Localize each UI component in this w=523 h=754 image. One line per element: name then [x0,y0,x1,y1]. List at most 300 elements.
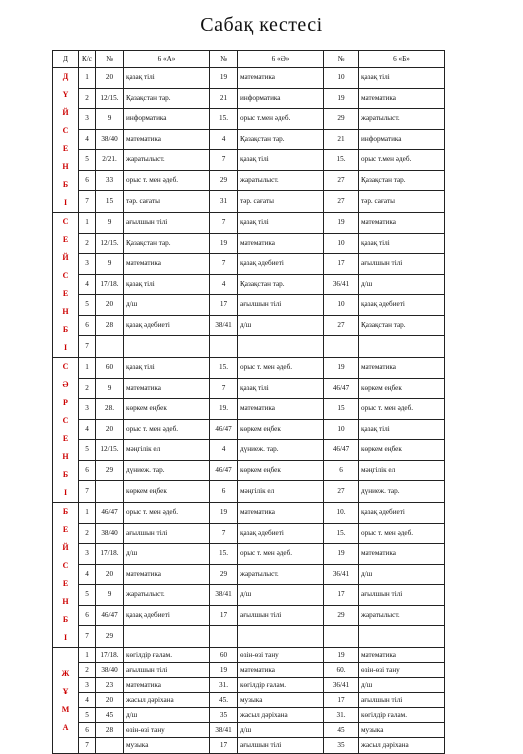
subject-6a: қазақ тілі [124,274,210,295]
room-6b: 27 [324,315,359,336]
subject-6a: орыс т. мен әдеб. [124,419,210,440]
subject-6b: мәңгілік ел [359,460,445,481]
lesson-number: 1 [79,648,96,663]
table-row [53,315,445,336]
subject-6a: тәр. сағаты [124,191,210,213]
subject-6b: Қазақстан тар. [359,170,445,191]
subject-6b: көркем еңбек [359,440,445,461]
room-6b: 60. [324,663,359,678]
room-6b: 17 [324,254,359,275]
room-6ae: 29 [210,170,238,191]
room-6b: 17 [324,693,359,708]
lesson-number: 2 [79,378,96,399]
page-title: Сабақ кестесі [200,14,323,36]
room-6ae: 31 [210,191,238,213]
room-6a: 38/40 [96,523,124,544]
room-6a: 9 [96,213,124,234]
day-letter: Й [62,108,69,117]
room-6a: 12/15. [96,440,124,461]
subject-6a [124,336,210,358]
subject-6a: Қазақстан тар. [124,88,210,109]
table-row [53,233,445,254]
room-6b: 19 [324,648,359,663]
room-6b: 21 [324,129,359,150]
subject-6b: д/ш [359,678,445,693]
day-label [53,213,79,358]
room-6ae: 38/41 [210,315,238,336]
lesson-number: 2 [79,88,96,109]
subject-6ae: математика [238,68,324,89]
subject-6b: математика [359,544,445,565]
header-class-6b: 6 «Б» [359,51,445,68]
subject-6ae: орыс т. мен әдеб. [238,358,324,379]
subject-6ae: информатика [238,88,324,109]
room-6b: 36/41 [324,678,359,693]
header-room-ae: № [210,51,238,68]
subject-6ae [238,336,324,358]
lesson-number: 3 [79,254,96,275]
room-6a: 60 [96,358,124,379]
room-6ae: 46/47 [210,419,238,440]
room-6a: 33 [96,170,124,191]
table-row [53,564,445,585]
room-6b: 6 [324,460,359,481]
subject-6ae: ағылшын тілі [238,605,324,626]
room-6a: 9 [96,585,124,606]
lesson-number: 3 [79,109,96,130]
room-6ae: 6 [210,481,238,503]
room-6b [324,626,359,648]
subject-6a: ағылшын тілі [124,213,210,234]
subject-6ae [238,626,324,648]
subject-6a: жаратылыст. [124,585,210,606]
room-6ae: 45. [210,693,238,708]
subject-6ae: Қазақстан тар. [238,274,324,295]
lesson-number: 4 [79,693,96,708]
table-row [53,419,445,440]
day-letter: Б [62,180,69,189]
table-row [53,523,445,544]
lesson-number: 5 [79,585,96,606]
subject-6b: математика [359,648,445,663]
lesson-number: 5 [79,708,96,723]
room-6ae: 19 [210,663,238,678]
subject-6b: жаратылыст. [359,109,445,130]
header-room-b: № [324,51,359,68]
day-letter: Е [62,235,69,244]
subject-6a: орыс т. мен әдеб. [124,503,210,524]
room-6b: 15 [324,399,359,420]
subject-6ae: ағылшын тілі [238,738,324,754]
table-row [53,170,445,191]
room-6a: 28 [96,315,124,336]
room-6b: 36/41 [324,274,359,295]
lesson-number: 1 [79,68,96,89]
subject-6b: музыка [359,723,445,738]
table-row [53,708,445,723]
day-label [53,68,79,213]
subject-6b: қазақ тілі [359,419,445,440]
subject-6ae: көркем еңбек [238,419,324,440]
room-6a: 28 [96,723,124,738]
lesson-number: 5 [79,295,96,316]
room-6a: 38/40 [96,663,124,678]
subject-6b: көгілдір ғалам. [359,708,445,723]
room-6b: 46/47 [324,378,359,399]
subject-6b [359,626,445,648]
table-row [53,648,445,663]
lesson-number: 5 [79,150,96,171]
room-6ae: 29 [210,564,238,585]
room-6b: 10. [324,503,359,524]
subject-6a: қазақ әдебиеті [124,315,210,336]
subject-6b: ағылшын тілі [359,693,445,708]
subject-6b: тәр. сағаты [359,191,445,213]
lesson-number: 4 [79,129,96,150]
room-6ae: 60 [210,648,238,663]
room-6ae: 7 [210,254,238,275]
lesson-number: 6 [79,723,96,738]
subject-6a: көркем еңбек [124,481,210,503]
day-letter: Н [62,452,69,461]
day-letter: А [62,722,69,732]
subject-6a: математика [124,378,210,399]
subject-6ae: өзін-өзі тану [238,648,324,663]
lesson-number: 7 [79,336,96,358]
day-letter: Е [62,525,69,534]
table-row [53,358,445,379]
room-6b: 15. [324,523,359,544]
subject-6b: математика [359,213,445,234]
subject-6b: орыс т. мен әдеб. [359,523,445,544]
lesson-number: 3 [79,399,96,420]
subject-6ae: ағылшын тілі [238,295,324,316]
room-6b: 27 [324,191,359,213]
subject-6a: қазақ тілі [124,68,210,89]
day-letter: Б [62,615,69,624]
day-label [53,503,79,648]
subject-6ae: Қазақстан тар. [238,129,324,150]
room-6b: 10 [324,233,359,254]
room-6ae: 4 [210,274,238,295]
subject-6ae: математика [238,663,324,678]
lesson-number: 6 [79,460,96,481]
table-row [53,150,445,171]
room-6b: 10 [324,295,359,316]
subject-6a: көгілдір ғалам. [124,648,210,663]
subject-6a: жасыл дәріхана [124,693,210,708]
room-6ae: 19 [210,68,238,89]
subject-6ae: қазақ әдебиеті [238,254,324,275]
lesson-number: 1 [79,503,96,524]
room-6a [96,481,124,503]
table-row [53,274,445,295]
subject-6a: математика [124,678,210,693]
header-room-a: № [96,51,124,68]
day-letter: Н [62,597,69,606]
subject-6a: дүниеж. тар. [124,460,210,481]
subject-6a: информатика [124,109,210,130]
lesson-number: 7 [79,481,96,503]
day-letter: Й [62,253,69,262]
room-6a: 12/15. [96,233,124,254]
lesson-number: 6 [79,315,96,336]
day-label [53,648,79,754]
table-row [53,605,445,626]
room-6b: 19 [324,88,359,109]
lesson-number: 7 [79,191,96,213]
table-row [53,129,445,150]
day-letter: С [62,561,69,570]
header-day: Д [53,51,79,68]
subject-6ae: музыка [238,693,324,708]
table-row [53,440,445,461]
day-letter: І [63,488,68,497]
subject-6a: математика [124,254,210,275]
room-6ae: 19 [210,503,238,524]
table-row [53,738,445,754]
room-6ae: 19. [210,399,238,420]
subject-6a: өзін-өзі тану [124,723,210,738]
subject-6b: математика [359,88,445,109]
room-6ae: 17 [210,738,238,754]
room-6b: 15. [324,150,359,171]
subject-6a: д/ш [124,295,210,316]
room-6a: 15 [96,191,124,213]
room-6ae: 7 [210,213,238,234]
room-6a: 9 [96,254,124,275]
subject-6ae: көгілдір ғалам. [238,678,324,693]
room-6ae: 4 [210,129,238,150]
lesson-number: 2 [79,523,96,544]
subject-6b: орыс т. мен әдеб. [359,399,445,420]
room-6a [96,738,124,754]
subject-6b: д/ш [359,564,445,585]
day-letter: С [62,271,69,280]
subject-6b: қазақ тілі [359,68,445,89]
subject-6b: өзін-өзі тану [359,663,445,678]
room-6ae: 38/41 [210,585,238,606]
room-6b: 29 [324,605,359,626]
table-row [53,213,445,234]
lesson-number: 1 [79,358,96,379]
room-6ae: 15. [210,544,238,565]
subject-6ae: қазақ тілі [238,150,324,171]
table-row [53,678,445,693]
room-6a: 20 [96,419,124,440]
room-6ae: 46/47 [210,460,238,481]
lesson-number: 5 [79,440,96,461]
room-6b: 27 [324,481,359,503]
day-letter: С [62,217,69,226]
room-6a: 17/18. [96,544,124,565]
subject-6a: ағылшын тілі [124,663,210,678]
room-6a: 20 [96,68,124,89]
room-6b: 27 [324,170,359,191]
room-6ae [210,626,238,648]
header-lesson-num: К/с [79,51,96,68]
room-6b: 19 [324,544,359,565]
room-6a [96,336,124,358]
subject-6a: жаратылыст. [124,150,210,171]
table-row [53,460,445,481]
day-letter: Ү [62,90,69,99]
room-6a: 12/15. [96,88,124,109]
room-6ae: 7 [210,150,238,171]
room-6ae: 15. [210,358,238,379]
day-letter: Е [62,289,69,298]
subject-6b: жасыл дәріхана [359,738,445,754]
subject-6a: математика [124,129,210,150]
day-letter: І [63,198,68,207]
subject-6b: жаратылыст. [359,605,445,626]
room-6ae: 17 [210,605,238,626]
subject-6a: қазақ әдебиеті [124,605,210,626]
subject-6a: Қазақстан тар. [124,233,210,254]
room-6a: 17/18. [96,648,124,663]
day-letter: Е [62,579,69,588]
header-class-6a: 6 «А» [124,51,210,68]
subject-6b: математика [359,358,445,379]
subject-6a: д/ш [124,708,210,723]
room-6b: 45 [324,723,359,738]
table-row [53,378,445,399]
room-6a: 9 [96,378,124,399]
day-letter: І [63,343,68,352]
subject-6b: Қазақстан тар. [359,315,445,336]
subject-6b: ағылшын тілі [359,254,445,275]
room-6b: 36/41 [324,564,359,585]
day-letter: Ұ [62,686,69,696]
day-letter: С [62,362,69,371]
subject-6b [359,336,445,358]
room-6b: 29 [324,109,359,130]
subject-6ae: қазақ әдебиеті [238,523,324,544]
room-6b: 31. [324,708,359,723]
lesson-number: 7 [79,626,96,648]
room-6a: 38/40 [96,129,124,150]
room-6a: 9 [96,109,124,130]
table-row [53,663,445,678]
room-6ae: 17 [210,295,238,316]
subject-6ae: математика [238,399,324,420]
lesson-number: 7 [79,738,96,754]
subject-6ae: мәңгілік ел [238,481,324,503]
table-row [53,191,445,213]
subject-6a: мәңгілік ел [124,440,210,461]
subject-6a: ағылшын тілі [124,523,210,544]
day-letter: Е [62,144,69,153]
day-label [53,358,79,503]
room-6b: 19 [324,213,359,234]
lesson-number: 4 [79,274,96,295]
subject-6b: дүниеж. тар. [359,481,445,503]
table-row [53,585,445,606]
subject-6ae: математика [238,233,324,254]
subject-6ae: жаратылыст. [238,170,324,191]
subject-6ae: орыс т. мен әдеб. [238,544,324,565]
lesson-number: 6 [79,170,96,191]
day-letter: Д [62,72,69,81]
table-row [53,68,445,89]
room-6ae [210,336,238,358]
room-6b [324,336,359,358]
room-6a: 45 [96,708,124,723]
room-6a: 20 [96,693,124,708]
room-6a: 17/18. [96,274,124,295]
day-letter: Ә [62,380,69,389]
room-6b: 35 [324,738,359,754]
subject-6a: көркем еңбек [124,399,210,420]
table-row [53,503,445,524]
lesson-number: 2 [79,663,96,678]
subject-6b: орыс т.мен әдеб. [359,150,445,171]
room-6b: 19 [324,358,359,379]
subject-6a: д/ш [124,544,210,565]
subject-6ae: математика [238,503,324,524]
subject-6a: қазақ тілі [124,358,210,379]
day-letter: Н [62,307,69,316]
room-6ae: 19 [210,233,238,254]
table-row [53,544,445,565]
lesson-number: 1 [79,213,96,234]
table-row [53,399,445,420]
table-row [53,626,445,648]
subject-6a [124,626,210,648]
subject-6b: қазақ тілі [359,233,445,254]
subject-6ae: д/ш [238,585,324,606]
table-row [53,88,445,109]
day-letter: С [62,416,69,425]
room-6ae: 15. [210,109,238,130]
lesson-number: 3 [79,678,96,693]
room-6a: 23 [96,678,124,693]
day-letter: Б [62,470,69,479]
day-letter: Й [62,543,69,552]
room-6a: 20 [96,564,124,585]
header-class-6ae: 6 «Ә» [238,51,324,68]
subject-6b: қазақ әдебиеті [359,295,445,316]
header-row [53,51,445,68]
subject-6a: орыс т. мен әдеб. [124,170,210,191]
table-row [53,109,445,130]
table-row [53,693,445,708]
subject-6b: ағылшын тілі [359,585,445,606]
room-6ae: 21 [210,88,238,109]
room-6ae: 38/41 [210,723,238,738]
day-letter: І [63,633,68,642]
room-6a: 29 [96,626,124,648]
subject-6ae: жаратылыст. [238,564,324,585]
table-row [53,723,445,738]
room-6b: 17 [324,585,359,606]
table-row [53,295,445,316]
room-6b: 46/47 [324,440,359,461]
room-6a: 2/21. [96,150,124,171]
room-6b: 10 [324,419,359,440]
day-letter: Е [62,434,69,443]
day-letter: М [61,704,70,714]
day-letter: Р [63,398,68,407]
room-6ae: 4 [210,440,238,461]
lesson-number: 2 [79,233,96,254]
room-6ae: 7 [210,378,238,399]
schedule-table [52,50,445,754]
room-6b: 10 [324,68,359,89]
day-letter: С [62,126,69,135]
lesson-number: 6 [79,605,96,626]
subject-6ae: көркем еңбек [238,460,324,481]
